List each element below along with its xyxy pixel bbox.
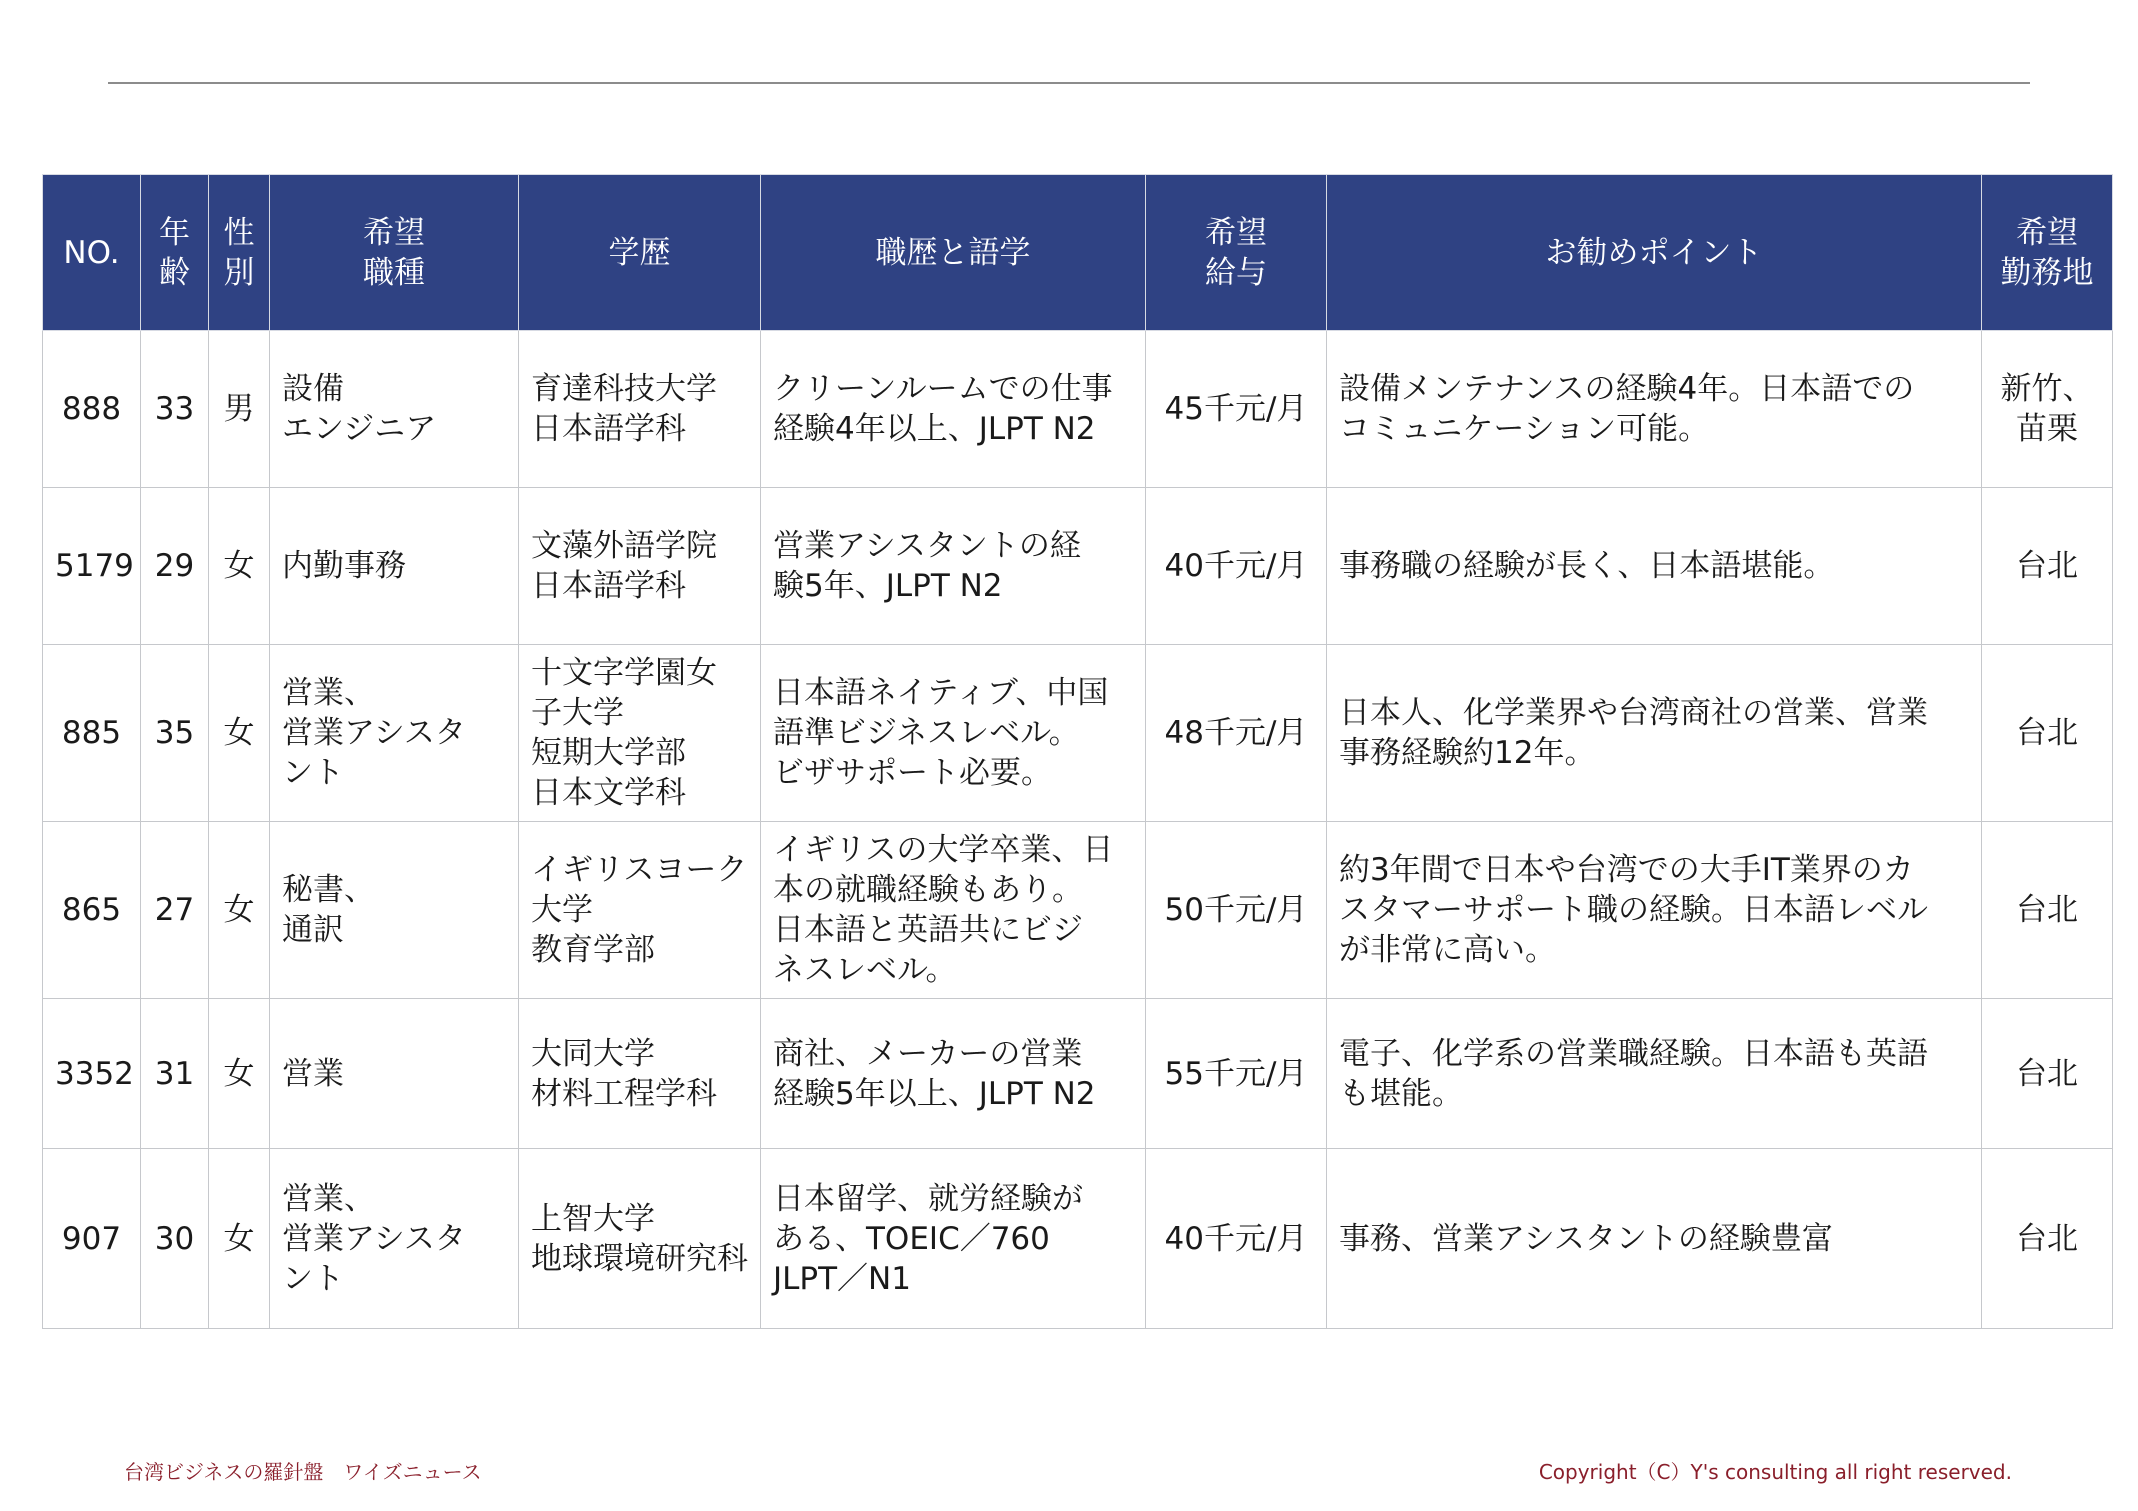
header-age <box>141 175 209 331</box>
cell-line: 営業アシスタ <box>282 1220 466 1257</box>
cell-line: 日本人、化学業界や台湾商社の営業、営業 <box>1339 695 1928 731</box>
header-career-language <box>761 175 1146 331</box>
cell-desired-job <box>270 999 519 1149</box>
cell-age: 29 <box>141 488 209 645</box>
cell-education <box>519 331 761 488</box>
cell-no: 865 <box>43 822 141 999</box>
cell-recommendation <box>1327 1149 1982 1329</box>
cell-desired-location <box>1982 1149 2113 1329</box>
cell-line: 設備 <box>282 371 344 407</box>
cell-line: ビザサポート必要。 <box>773 755 1052 791</box>
cell-line: 営業 <box>282 1055 344 1092</box>
header-label-line: 性 <box>223 214 255 251</box>
cell-career-language <box>761 331 1146 488</box>
cell-recommendation <box>1327 645 1982 822</box>
cell-line: 日本語学科 <box>531 411 686 447</box>
table-row <box>43 488 2113 645</box>
cell-line: イギリスの大学卒業、日 <box>773 832 1114 868</box>
table-body <box>43 331 2113 1329</box>
cell-recommendation <box>1327 331 1982 488</box>
cell-desired-job <box>270 645 519 822</box>
table-row <box>43 999 2113 1149</box>
cell-line: スタマーサポート職の経験。日本語レベル <box>1339 892 1928 928</box>
cell-line: 上智大学 <box>531 1200 655 1237</box>
cell-line: 台北 <box>2016 548 2078 584</box>
header-desired-salary <box>1146 175 1327 331</box>
cell-age: 30 <box>141 1149 209 1329</box>
cell-line: 台北 <box>2016 715 2078 751</box>
table-row <box>43 1149 2113 1329</box>
cell-no: 888 <box>43 331 141 488</box>
cell-desired-location <box>1982 488 2113 645</box>
cell-line: イギリスヨーク <box>531 852 748 888</box>
header-label-line: 給与 <box>1205 254 1267 291</box>
top-divider <box>108 82 2030 84</box>
footer-site-name: 台湾ビジネスの羅針盤 ワイズニュース <box>124 1460 482 1484</box>
cell-desired-job <box>270 488 519 645</box>
cell-line: 事務、営業アシスタントの経験豊富 <box>1339 1220 1833 1257</box>
header-recommendation <box>1327 175 1982 331</box>
table-header <box>43 175 2113 331</box>
cell-line: 事務職の経験が長く、日本語堪能。 <box>1339 548 1835 584</box>
header-label-line: 学歴 <box>608 234 671 271</box>
cell-desired-salary: 55千元/月 <box>1146 999 1327 1149</box>
cell-line: JLPT／N1 <box>773 1260 911 1297</box>
cell-line: 日本文学科 <box>531 775 686 811</box>
cell-age: 27 <box>141 822 209 999</box>
cell-line: 子大学 <box>531 695 624 731</box>
header-education <box>519 175 761 331</box>
cell-education <box>519 488 761 645</box>
cell-desired-salary: 40千元/月 <box>1146 1149 1327 1329</box>
candidate-table <box>42 174 2113 1329</box>
cell-line: も堪能。 <box>1339 1075 1463 1112</box>
cell-line: ント <box>282 1260 344 1297</box>
header-label-line: お勧めポイント <box>1545 234 1763 271</box>
table-row <box>43 822 2113 999</box>
header-label-line: 職歴と語学 <box>875 234 1031 271</box>
cell-age: 33 <box>141 331 209 488</box>
cell-career-language <box>761 488 1146 645</box>
cell-line: 約3年間で日本や台湾での大手IT業界のカ <box>1339 852 1914 888</box>
cell-line: エンジニア <box>282 411 437 447</box>
cell-line: 営業、 <box>282 675 375 711</box>
cell-line: 通訳 <box>282 912 344 948</box>
header-label-line: 希望 <box>2016 214 2078 251</box>
cell-line: 内勤事務 <box>282 548 406 584</box>
cell-desired-job <box>270 1149 519 1329</box>
cell-line: が非常に高い。 <box>1339 932 1556 968</box>
cell-recommendation <box>1327 488 1982 645</box>
cell-gender: 女 <box>209 999 270 1149</box>
header-label-line: 年 <box>159 214 190 251</box>
footer-copyright: Copyright（C）Y's consulting all right reserved. <box>1538 1460 2012 1484</box>
cell-education <box>519 645 761 822</box>
cell-line: 大学 <box>531 892 593 928</box>
cell-line: 営業アシスタントの経 <box>773 528 1081 564</box>
cell-line: 日本語ネイティブ、中国 <box>773 675 1109 711</box>
cell-line: 教育学部 <box>531 932 655 968</box>
cell-line: 大同大学 <box>531 1035 655 1072</box>
header-row <box>43 175 2113 331</box>
cell-line: ント <box>282 755 344 791</box>
header-label-line: 希望 <box>1205 214 1267 251</box>
cell-desired-job <box>270 331 519 488</box>
cell-career-language <box>761 999 1146 1149</box>
cell-line: 台北 <box>2016 892 2078 928</box>
table-row <box>43 331 2113 488</box>
cell-desired-job <box>270 822 519 999</box>
cell-desired-location <box>1982 331 2113 488</box>
cell-line: ある、TOEIC／760 <box>773 1220 1050 1257</box>
cell-education <box>519 822 761 999</box>
cell-line: 秘書、 <box>282 872 375 908</box>
header-gender <box>209 175 270 331</box>
cell-line: 日本留学、就労経験が <box>773 1180 1083 1217</box>
cell-line: 事務経験約12年。 <box>1339 735 1596 771</box>
cell-gender: 女 <box>209 822 270 999</box>
cell-line: 営業、 <box>282 1180 375 1217</box>
cell-line: 商社、メーカーの営業 <box>773 1035 1083 1072</box>
cell-line: 苗栗 <box>2016 411 2078 447</box>
cell-gender: 女 <box>209 1149 270 1329</box>
header-label-line: 別 <box>223 254 255 291</box>
cell-no: 907 <box>43 1149 141 1329</box>
cell-education <box>519 999 761 1149</box>
cell-line: 験5年、JLPT N2 <box>773 568 1003 604</box>
cell-line: 経験5年以上、JLPT N2 <box>773 1075 1096 1112</box>
cell-no: 885 <box>43 645 141 822</box>
cell-age: 31 <box>141 999 209 1149</box>
cell-line: 台北 <box>2016 1220 2078 1257</box>
cell-line: 地球環境研究科 <box>531 1240 748 1277</box>
cell-line: コミュニケーション可能。 <box>1339 411 1710 447</box>
header-desired-location <box>1982 175 2113 331</box>
cell-line: 新竹、 <box>2000 371 2094 407</box>
header-label-line: 勤務地 <box>2000 254 2094 291</box>
cell-line: 営業アシスタ <box>282 715 466 751</box>
cell-line: 電子、化学系の営業職経験。日本語も英語 <box>1339 1035 1928 1072</box>
cell-line: 短期大学部 <box>531 735 686 771</box>
cell-gender: 女 <box>209 488 270 645</box>
cell-desired-salary: 48千元/月 <box>1146 645 1327 822</box>
cell-desired-salary: 50千元/月 <box>1146 822 1327 999</box>
cell-recommendation <box>1327 822 1982 999</box>
header-label-line: 齢 <box>159 254 190 291</box>
cell-education <box>519 1149 761 1329</box>
cell-line: 本の就職経験もあり。 <box>773 872 1083 908</box>
cell-career-language <box>761 645 1146 822</box>
cell-line: 材料工程学科 <box>531 1075 717 1112</box>
cell-line: 経験4年以上、JLPT N2 <box>773 411 1096 447</box>
cell-line: 日本語学科 <box>531 568 686 604</box>
header-label-line: NO. <box>63 234 120 271</box>
cell-line: 十文字学園女 <box>531 655 717 691</box>
cell-no: 5179 <box>43 488 141 645</box>
header-no <box>43 175 141 331</box>
cell-line: クリーンルームでの仕事 <box>773 371 1113 407</box>
table-row <box>43 645 2113 822</box>
cell-desired-location <box>1982 822 2113 999</box>
cell-desired-salary: 40千元/月 <box>1146 488 1327 645</box>
cell-line: 台北 <box>2016 1055 2078 1092</box>
cell-line: 育達科技大学 <box>531 371 717 407</box>
cell-age: 35 <box>141 645 209 822</box>
cell-desired-location <box>1982 999 2113 1149</box>
cell-desired-location <box>1982 645 2113 822</box>
cell-line: 語準ビジネスレベル。 <box>773 715 1080 751</box>
cell-career-language <box>761 822 1146 999</box>
cell-line: 文藻外語学院 <box>531 528 717 564</box>
cell-no: 3352 <box>43 999 141 1149</box>
cell-gender: 男 <box>209 331 270 488</box>
cell-gender: 女 <box>209 645 270 822</box>
cell-line: 設備メンテナンスの経験4年。日本語での <box>1339 371 1915 407</box>
header-label-line: 希望 <box>363 214 425 251</box>
header-label-line: 職種 <box>363 254 425 291</box>
cell-line: 日本語と英語共にビジ <box>773 912 1083 948</box>
cell-recommendation <box>1327 999 1982 1149</box>
header-desired-job <box>270 175 519 331</box>
cell-career-language <box>761 1149 1146 1329</box>
cell-desired-salary: 45千元/月 <box>1146 331 1327 488</box>
cell-line: ネスレベル。 <box>773 952 957 988</box>
